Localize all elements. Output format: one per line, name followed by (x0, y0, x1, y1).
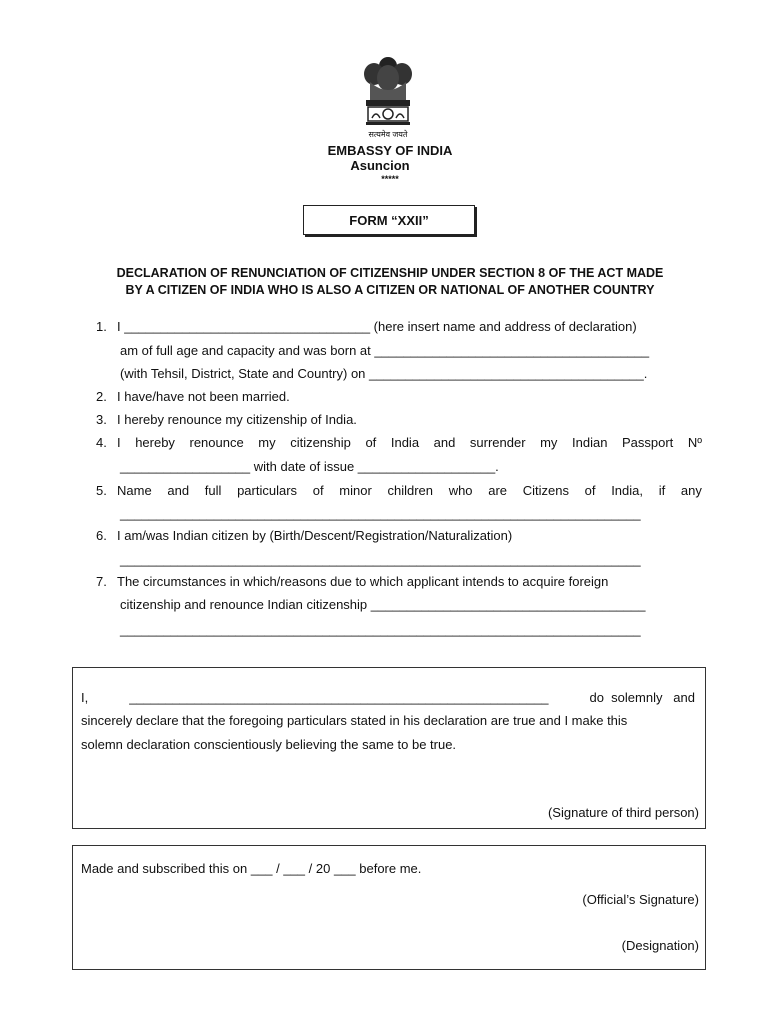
solemn-end: do solemnly and (589, 690, 695, 705)
marital-status-text: I have/have not been married. (117, 389, 290, 404)
birthplace-field[interactable]: am of full age and capacity and was born at ______________________________________ (120, 343, 650, 358)
word: Passport (621, 435, 674, 450)
citizenship-basis-field[interactable]: ________________________________________________________________________ (120, 552, 641, 567)
form-title-box (303, 205, 475, 235)
circumstances-field-2[interactable]: ________________________________________________________________________ (120, 622, 641, 637)
word: if (658, 483, 666, 498)
item-number: 3. (96, 412, 107, 427)
official-signature-label: (Official’s Signature) (582, 892, 699, 907)
embassy-city: Asuncion (350, 158, 410, 173)
passport-surrender-text (117, 434, 702, 452)
header-stars: ***** (381, 174, 399, 184)
item-number: 7. (96, 574, 107, 589)
item-number: 4. (96, 435, 107, 450)
minor-children-field[interactable]: ________________________________________________________________________ (120, 506, 641, 521)
item-number: 5. (96, 483, 107, 498)
solemn-declaration-line-2: sincerely declare that the foregoing particulars stated in his declaration are true and I make this (81, 713, 628, 728)
word: of (584, 483, 596, 498)
circumstances-field[interactable]: citizenship and renounce Indian citizenship ______________________________________ (120, 597, 646, 612)
word: full (204, 483, 222, 498)
subscribed-date-field[interactable]: Made and subscribed this on ___ / ___ / 20 ___ before me. (81, 861, 422, 876)
embassy-name: EMBASSY OF INDIA (327, 143, 453, 158)
word: Name (117, 483, 152, 498)
renounce-text: I hereby renounce my citizenship of India. (117, 412, 357, 427)
word: I (117, 435, 121, 450)
declarant-name-field[interactable]: __________________________________________________________ (129, 690, 549, 705)
word: India (390, 435, 420, 450)
citizenship-basis-text: I am/was Indian citizen by (Birth/Descent/Registration/Naturalization) (117, 528, 513, 543)
word: my (540, 435, 558, 450)
circumstances-text: The circumstances in which/reasons due to which applicant intends to acquire foreign (117, 574, 609, 589)
word: India, (611, 483, 643, 498)
declaration-title-line-2: BY A CITIZEN OF INDIA WHO IS ALSO A CITIZEN OR NATIONAL OF ANOTHER COUNTRY (125, 283, 655, 297)
solemn-declaration-line-3: solemn declaration conscientiously believing the same to be true. (81, 737, 457, 752)
word: children (387, 483, 433, 498)
word: Citizens (522, 483, 569, 498)
word: Nº (687, 435, 702, 450)
third-person-signature-label: (Signature of third person) (547, 805, 699, 820)
word: minor (339, 483, 372, 498)
item-number: 1. (96, 319, 107, 334)
solemn-start: I, (81, 690, 89, 705)
word: who (448, 483, 473, 498)
minor-children-text (117, 482, 702, 500)
item-number: 6. (96, 528, 107, 543)
word: and (167, 483, 190, 498)
word: citizenship (290, 435, 351, 450)
subscribed-box (72, 845, 706, 970)
form-title: FORM “XXII” (349, 212, 429, 228)
declaration-title-line-1: DECLARATION OF RENUNCIATION OF CITIZENSHIP UNDER SECTION 8 OF THE ACT MADE (116, 266, 664, 280)
word: are (488, 483, 508, 498)
word: and (433, 435, 456, 450)
word: of (312, 483, 324, 498)
word: Indian (572, 435, 608, 450)
name-address-field[interactable]: I __________________________________ (here insert name and address of declaration) (117, 319, 637, 334)
item-number: 2. (96, 389, 107, 404)
designation-label: (Designation) (621, 938, 699, 953)
solemn-declaration-box (72, 667, 706, 829)
word: surrender (469, 435, 526, 450)
birth-details-field[interactable]: (with Tehsil, District, State and Country) on ______________________________________. (120, 366, 648, 381)
word: hereby (135, 435, 175, 450)
emblem-motto: सत्यमेव जयते (368, 130, 408, 139)
national-emblem-icon (352, 52, 424, 142)
solemn-declaration-line-1 (81, 689, 695, 707)
word: any (680, 483, 702, 498)
declaration-title (70, 265, 710, 299)
word: renounce (189, 435, 244, 450)
word: particulars (237, 483, 298, 498)
word: my (258, 435, 276, 450)
passport-number-date-field[interactable]: __________________ with date of issue ___________________. (120, 459, 499, 474)
word: of (365, 435, 377, 450)
